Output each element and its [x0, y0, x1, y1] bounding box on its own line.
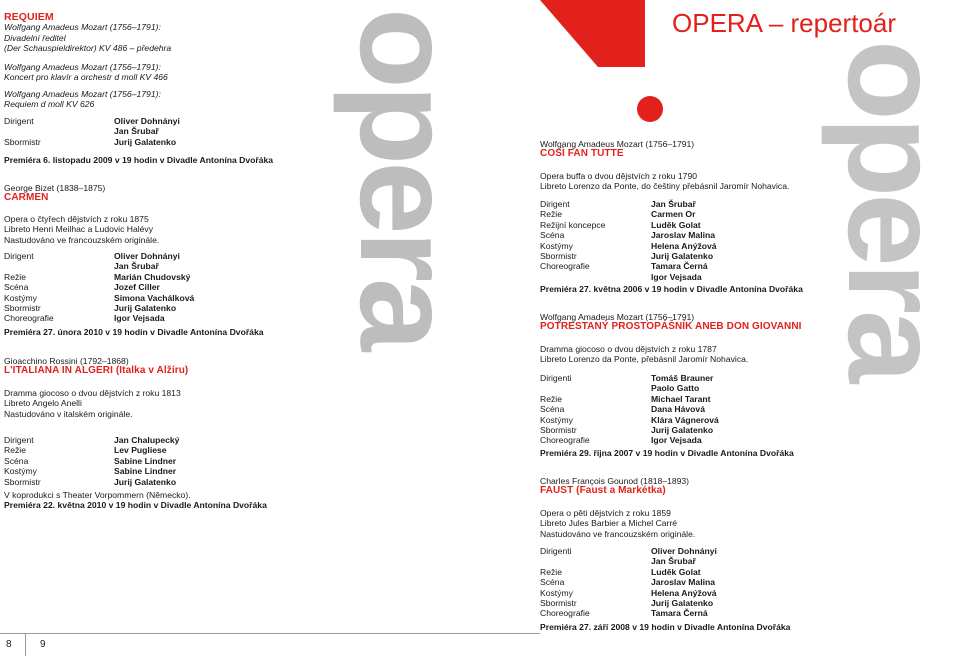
carmen-description — [4, 214, 159, 245]
opera-title: FAUST (Faust a Markétka) — [540, 485, 666, 497]
credit-name: Luděk Golat — [651, 219, 701, 230]
credit-name: Jurij Galatenko — [651, 425, 714, 436]
programme-line: Wolfgang Amadeus Mozart (1756–1791): — [4, 89, 161, 99]
credit-name: Marián Chudovský — [114, 271, 191, 282]
credit-role: Režie — [4, 271, 26, 282]
coproduction-note: V koprodukci s Theater Vorpommern (Německo). — [4, 490, 191, 500]
credit-name: Klára Vágnerová — [651, 414, 719, 425]
credit-role: Režie — [540, 209, 562, 220]
page-header-title: OPERA – repertoár — [672, 8, 896, 38]
programme-line: Divadelní ředitel — [4, 32, 66, 43]
composer-years: (1838–1875) — [54, 183, 106, 193]
composer-years: (1818–1893) — [637, 476, 690, 486]
composer-name: Gioacchino Rossini — [4, 356, 78, 366]
cosi-header — [540, 139, 694, 160]
composer-years: (1756–1791) — [643, 139, 695, 149]
programme-line: Koncert pro klavír a orchestr d moll KV 466 — [4, 72, 168, 83]
requiem-programme — [4, 12, 171, 54]
credit-role: Scéna — [540, 577, 565, 588]
red-accent-logo — [540, 0, 680, 128]
description-line: Dramma giocoso o dvou dějstvích z roku 1787 — [540, 344, 717, 354]
credit-name: Sabine Lindner — [114, 455, 177, 466]
italiana-description — [4, 388, 181, 419]
credit-name: Sabine Lindner — [114, 466, 177, 477]
credit-role: Sbormistr — [4, 136, 41, 147]
credit-role: Sbormistr — [4, 476, 41, 487]
page-number: 9 — [40, 639, 46, 650]
description-line: Libreto Henri Meilhac a Ludovic Halévy — [4, 224, 154, 235]
credit-role — [4, 126, 114, 136]
description-line: Libreto Lorenzo da Ponte, do češtiny přebásnil Jaromír Nohavica. — [540, 181, 790, 192]
credit-role: Choreografie — [4, 313, 54, 324]
credit-name: Paolo Gatto — [651, 383, 700, 394]
credit-name: Igor Vejsada — [114, 313, 165, 324]
credit-name: Tomáš Brauner — [651, 373, 714, 383]
credit-role — [540, 383, 651, 393]
programme-line: Wolfgang Amadeus Mozart (1756–1791): — [4, 22, 161, 33]
programme-line: Requiem d moll KV 626 — [4, 99, 95, 110]
page-number-divider — [25, 633, 26, 656]
programme-line: (Der Schauspieldirektor) KV 486 – předehra — [4, 43, 172, 54]
opera-title: POTRESTANÝ PROSTOPÁŠNÍK ANEB DON GIOVANNI — [540, 321, 802, 333]
vertical-opera-watermark: opera — [821, 40, 968, 380]
description-line: Libreto Angelo Anelli — [4, 398, 82, 409]
giovanni-description — [540, 344, 748, 365]
faust-credits — [540, 546, 717, 619]
faust-description — [540, 508, 695, 539]
credit-name: Oliver Dohnányi — [651, 546, 717, 556]
opera-title: CARMEN — [4, 192, 49, 204]
requiem-title: REQUIEM — [4, 11, 54, 23]
credit-role: Dirigent — [4, 116, 34, 126]
credit-name: Jan Šrubař — [114, 261, 159, 272]
carmen-header — [4, 183, 105, 204]
credit-role: Režijní koncepce — [540, 219, 606, 230]
credit-name: Helena Anýžová — [651, 240, 717, 251]
credit-role: Režie — [540, 393, 562, 404]
credit-name: Jan Šrubař — [114, 126, 159, 137]
credit-name: Carmen Or — [651, 209, 696, 220]
description-line: Libreto Jules Barbier a Michel Carré — [540, 518, 678, 529]
page-footer-rule — [0, 633, 480, 634]
credit-role: Scéna — [4, 282, 29, 293]
italiana-premiere: Premiéra 22. května 2010 v 19 hodin v Divadle Antonína Dvořáka — [4, 500, 267, 511]
credit-role: Scéna — [540, 404, 565, 415]
cosi-premiere: Premiéra 27. května 2006 v 19 hodin v Divadle Antonína Dvořáka — [540, 284, 803, 294]
credit-name: Michael Tarant — [651, 393, 711, 404]
description-line: Opera o pěti dějstvích z roku 1859 — [540, 508, 671, 518]
composer-years: (1756–1791) — [643, 312, 695, 322]
credit-name: Tamara Černá — [651, 261, 708, 272]
credit-role — [540, 556, 651, 566]
left-page — [0, 0, 480, 656]
composer-name: Wolfgang Amadeus Mozart — [540, 139, 644, 149]
giovanni-premiere: Premiéra 29. října 2007 v 19 hodin v Divadle Antonína Dvořáka — [540, 448, 794, 458]
credit-role: Dirigent — [540, 199, 570, 209]
credit-name: Simona Vachálková — [114, 292, 195, 303]
credit-name: Jurij Galatenko — [114, 476, 177, 487]
page-footer-rule — [480, 633, 540, 634]
requiem-credits — [4, 116, 180, 147]
cosi-credits — [540, 199, 717, 282]
credit-name: Jan Šrubař — [651, 556, 696, 567]
description-line: Libreto Lorenzo da Ponte, přebásnil Jaromír Nohavica. — [540, 354, 749, 365]
credit-role: Choreografie — [540, 261, 590, 272]
description-line: Nastudováno v italském originále. — [4, 408, 133, 419]
requiem-premiere: Premiéra 6. listopadu 2009 v 19 hodin v Divadle Antonína Dvořáka — [4, 155, 274, 165]
credit-role: Dirigent — [4, 251, 34, 261]
credit-role: Režie — [540, 566, 562, 577]
faust-header — [540, 476, 689, 497]
italiana-footer — [4, 490, 267, 511]
credit-role: Sbormistr — [540, 251, 577, 262]
credit-role: Sbormistr — [4, 303, 41, 314]
credit-name: Jurij Galatenko — [114, 303, 177, 314]
giovanni-credits — [540, 373, 719, 446]
composer-years: (1792–1868) — [77, 356, 129, 366]
credit-role: Choreografie — [540, 435, 590, 446]
page-number: 8 — [6, 639, 12, 650]
credit-role: Scéna — [4, 455, 29, 466]
credit-role: Sbormistr — [540, 425, 577, 436]
carmen-credits — [4, 251, 194, 324]
credit-role: Scéna — [540, 230, 565, 241]
credit-name: Jozef Ciller — [114, 282, 160, 293]
concert-programme — [4, 62, 168, 83]
credit-role: Kostýmy — [540, 240, 573, 251]
description-line: Nastudováno ve francouzském originále. — [4, 234, 160, 245]
credit-name: Jurij Galatenko — [114, 136, 177, 147]
description-line: Opera o čtyřech dějstvích z roku 1875 — [4, 214, 149, 224]
credit-name: Oliver Dohnányi — [114, 251, 180, 261]
credit-name: Jurij Galatenko — [651, 598, 714, 609]
credit-role: Režie — [4, 445, 26, 456]
vertical-opera-watermark: opera — [333, 8, 480, 348]
italiana-header — [4, 356, 188, 377]
carmen-premiere: Premiéra 27. února 2010 v 19 hodin v Divadle Antonína Dvořáka — [4, 327, 264, 337]
cosi-description — [540, 171, 789, 192]
description-line: Nastudováno ve francouzském originále. — [540, 528, 696, 539]
opera-title: L'ITALIANA IN ALGERI (Italka v Alžíru) — [4, 365, 189, 377]
giovanni-header — [540, 312, 802, 333]
credit-name: Jan Šrubař — [651, 199, 696, 209]
credit-role: Kostýmy — [4, 466, 37, 477]
credit-name: Jan Chalupecký — [114, 435, 180, 445]
credit-role: Kostýmy — [540, 587, 573, 598]
credit-name: Igor Vejsada — [651, 435, 702, 446]
credit-name: Jaroslav Malina — [651, 230, 716, 241]
credit-role — [540, 272, 651, 282]
composer-name: Wolfgang Amadeus Mozart — [540, 312, 644, 322]
description-line: Dramma giocoso o dvou dějstvích z roku 1813 — [4, 388, 181, 398]
credit-name: Jaroslav Malina — [651, 577, 716, 588]
credit-name: Luděk Golat — [651, 566, 701, 577]
credit-role — [4, 261, 114, 271]
credit-name: Igor Vejsada — [651, 271, 702, 282]
credit-role: Choreografie — [540, 608, 590, 619]
credit-role: Kostýmy — [4, 292, 37, 303]
faust-premiere: Premiéra 27. září 2008 v 19 hodin v Divadle Antonína Dvořáka — [540, 622, 791, 632]
requiem-mass-programme — [4, 89, 161, 110]
opera-title: COSÌ FAN TUTTE — [540, 148, 624, 160]
credit-role: Sbormistr — [540, 598, 577, 609]
credit-role: Dirigent — [4, 435, 34, 445]
composer-name: George Bizet — [4, 183, 55, 193]
composer-name: Charles François Gounod — [540, 476, 638, 486]
italiana-credits — [4, 435, 179, 487]
credit-name: Jurij Galatenko — [651, 251, 714, 262]
credit-role: Kostýmy — [540, 414, 573, 425]
description-line: Opera buffa o dvou dějstvích z roku 1790 — [540, 171, 698, 181]
credit-role: Dirigenti — [540, 546, 572, 556]
credit-name: Dana Hávová — [651, 404, 705, 415]
credit-name: Helena Anýžová — [651, 587, 717, 598]
credit-name: Tamara Černá — [651, 608, 708, 619]
programme-line: Wolfgang Amadeus Mozart (1756–1791): — [4, 62, 161, 72]
credit-role: Dirigenti — [540, 373, 572, 383]
credit-name: Oliver Dohnányi — [114, 116, 180, 126]
credit-name: Lev Pugliese — [114, 445, 167, 456]
